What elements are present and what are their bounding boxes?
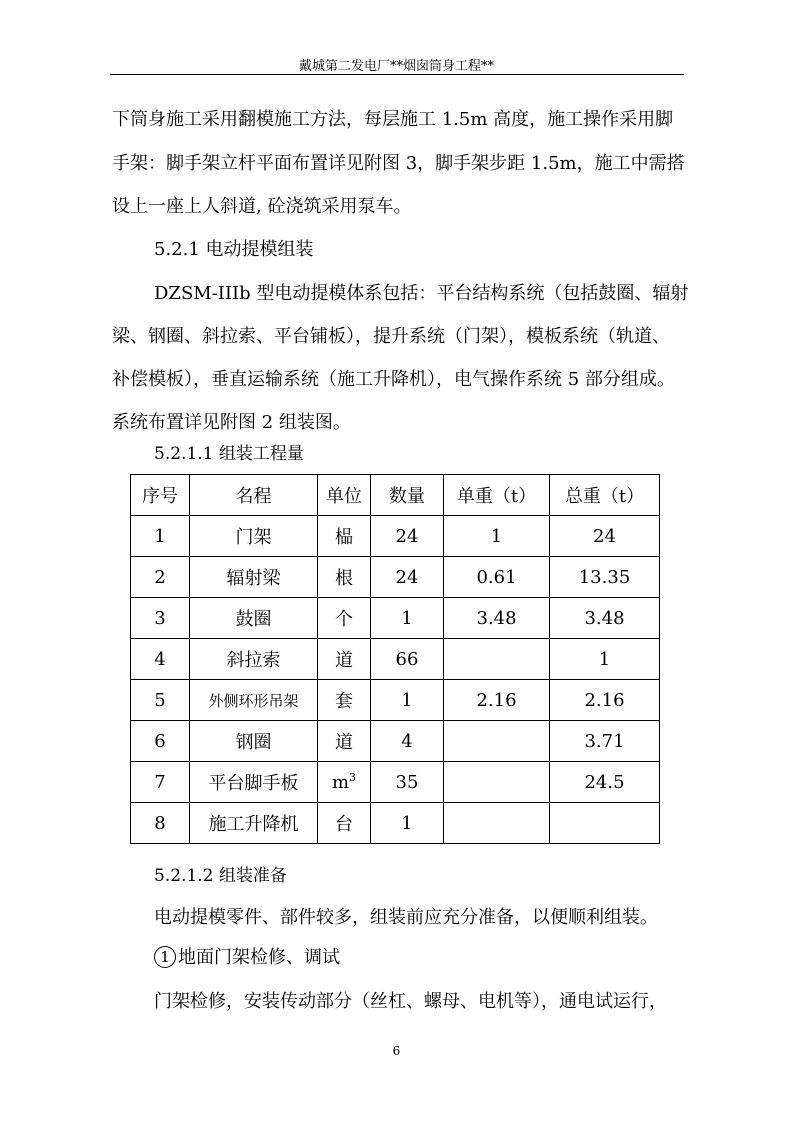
list-item-1-title: 地面门架检修、调试	[178, 947, 340, 968]
table-row	[131, 516, 660, 557]
table-cell: 个	[318, 598, 371, 639]
table-cell	[444, 721, 550, 762]
table-cell: 平台脚手板	[190, 762, 318, 803]
table-row	[131, 557, 660, 598]
table-row	[131, 721, 660, 762]
table-cell: 8	[131, 803, 190, 844]
table-cell: 鼓圈	[190, 598, 318, 639]
section-heading-5-2-1: 5.2.1 电动提模组装	[154, 239, 314, 260]
table-cell: 24	[371, 516, 444, 557]
dzsm-line-3: 补偿模板），垂直运输系统（施工升降机），电气操作系统 5 部分组成。	[112, 369, 675, 390]
table-header-cell: 单位	[318, 475, 371, 516]
table-cell: 门架	[190, 516, 318, 557]
table-cell-unit	[318, 762, 371, 803]
table-row	[131, 680, 660, 721]
dzsm-line-4: 系统布置详见附图 2 组装图。	[112, 412, 351, 433]
table-cell: 6	[131, 721, 190, 762]
section-heading-5-2-1-2: 5.2.1.2 组装准备	[154, 866, 287, 886]
table-cell: 道	[318, 721, 371, 762]
table-cell: 2.16	[550, 680, 660, 721]
table-cell: 0.61	[444, 557, 550, 598]
quantity-table	[130, 474, 660, 844]
section-heading-5-2-1-1: 5.2.1.1 组装工程量	[154, 444, 304, 464]
table-cell: 根	[318, 557, 371, 598]
table-header-cell: 单重（t）	[444, 475, 550, 516]
table-cell	[444, 803, 550, 844]
table-cell: 4	[131, 639, 190, 680]
dzsm-line-1: DZSM-IIIb 型电动提模体系包括：平台结构系统（包括鼓圈、辐射	[154, 283, 689, 304]
table-cell: 斜拉索	[190, 639, 318, 680]
table-cell: 1	[371, 680, 444, 721]
list-item-1	[154, 946, 340, 970]
table-row	[131, 762, 660, 803]
table-header-cell: 总重（t）	[550, 475, 660, 516]
table-cell: 1	[371, 598, 444, 639]
table-cell: 1	[131, 516, 190, 557]
table-cell: 套	[318, 680, 371, 721]
intro-line-1: 下筒身施工采用翻模施工方法，每层施工 1.5m 高度，施工操作采用脚	[112, 109, 674, 130]
table-cell: 辐射梁	[190, 557, 318, 598]
last-line: 门架检修，安装传动部分（丝杠、螺母、电机等），通电试运行，	[154, 991, 667, 1012]
table-cell: 3.71	[550, 721, 660, 762]
table-cell	[550, 803, 660, 844]
table-cell: 24	[371, 557, 444, 598]
table-cell: 施工升降机	[190, 803, 318, 844]
table-cell: 35	[371, 762, 444, 803]
table-cell: 2.16	[444, 680, 550, 721]
table-cell: 榀	[318, 516, 371, 557]
table-cell: 外侧环形吊架	[190, 680, 318, 721]
table-cell: 1	[444, 516, 550, 557]
intro-line-3: 设上一座上人斜道, 砼浇筑采用泵车。	[112, 196, 412, 217]
table-cell: 24.5	[550, 762, 660, 803]
table-cell: 4	[371, 721, 444, 762]
table-cell: 3.48	[550, 598, 660, 639]
header-rule	[110, 74, 684, 75]
table-cell	[444, 762, 550, 803]
table-cell: 5	[131, 680, 190, 721]
unit-text: m	[331, 772, 350, 793]
page-number: 6	[392, 1044, 401, 1058]
table-header-cell: 数量	[371, 475, 444, 516]
table-cell: 道	[318, 639, 371, 680]
table-cell: 24	[550, 516, 660, 557]
page-header: 戴城第二发电厂**烟囱筒身工程**	[298, 59, 494, 74]
circled-number-1: 1	[154, 946, 176, 968]
table-cell: 2	[131, 557, 190, 598]
table-cell: 1	[371, 803, 444, 844]
unit-superscript: 3	[349, 771, 357, 784]
table-cell: 13.35	[550, 557, 660, 598]
table-cell: 3.48	[444, 598, 550, 639]
table-row	[131, 639, 660, 680]
table-header-row	[131, 475, 660, 516]
table-cell: 3	[131, 598, 190, 639]
table-cell: 7	[131, 762, 190, 803]
table-cell: 钢圈	[190, 721, 318, 762]
intro-line-2: 手架：脚手架立杆平面布置详见附图 3，脚手架步距 1.5m，施工中需搭	[112, 153, 685, 174]
table-cell: 1	[550, 639, 660, 680]
table-cell	[444, 639, 550, 680]
table-cell: 台	[318, 803, 371, 844]
table-header-cell: 序号	[131, 475, 190, 516]
table-row	[131, 598, 660, 639]
prep-line: 电动提模零件、部件较多，组装前应充分准备，以便顺利组装。	[154, 907, 658, 928]
table-header-cell: 名程	[190, 475, 318, 516]
table-row	[131, 803, 660, 844]
dzsm-line-2: 梁、钢圈、斜拉索、平台铺板），提升系统（门架），模板系统（轨道、	[112, 326, 670, 347]
table-cell: 66	[371, 639, 444, 680]
